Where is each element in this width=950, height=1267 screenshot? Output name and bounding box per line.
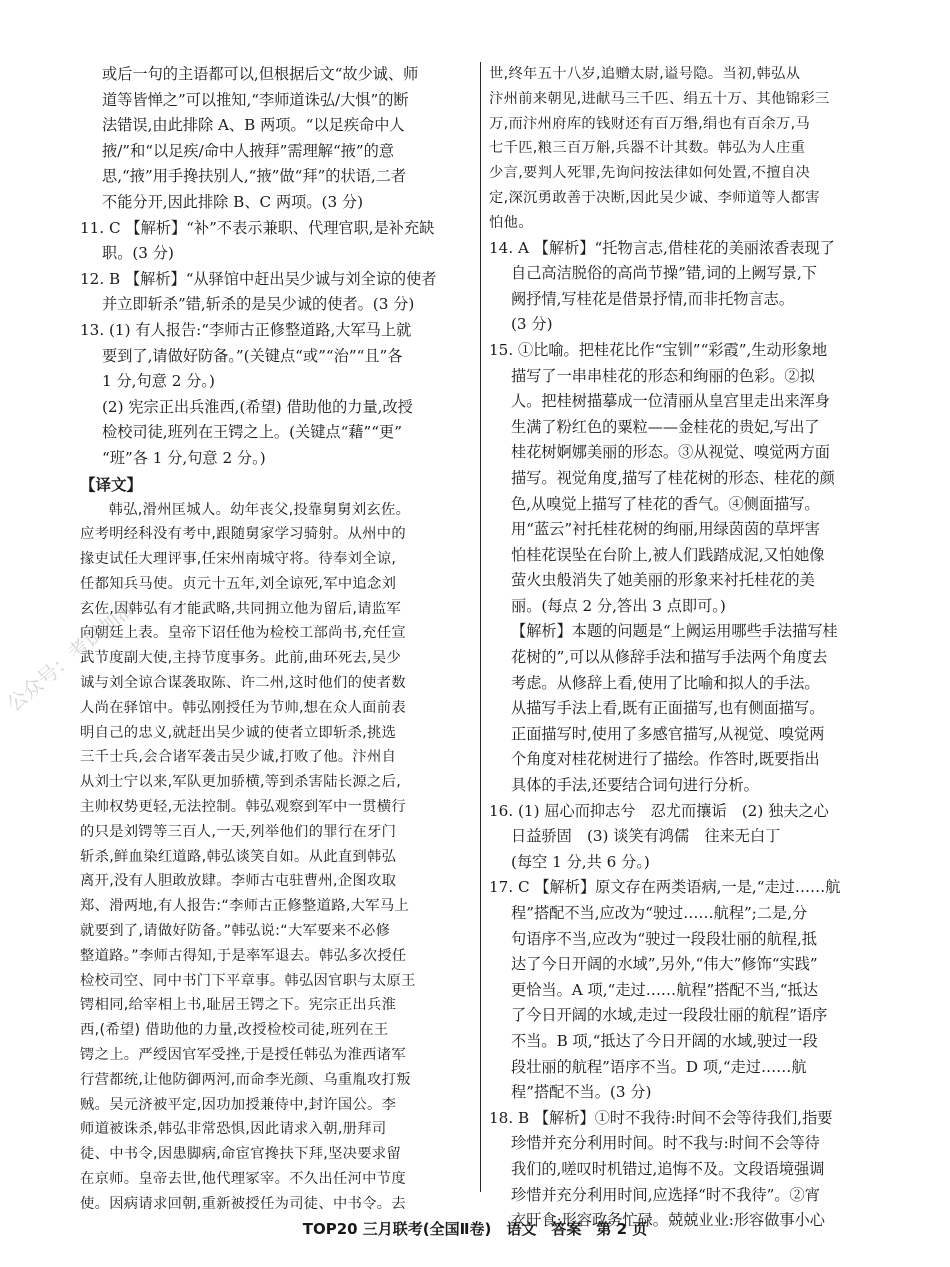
page-footer: TOP20 三月联考(全国Ⅱ卷) 语文 答案 第 2 页 (302, 1220, 648, 1238)
text-line: 法错误,由此排除 A、B 两项。“以足疾命中人 (102, 116, 405, 135)
text-line: 从描写手法上看,既有正面描写,也有侧面描写。 (511, 699, 825, 718)
text-line: 更恰当。A 项,“走过……航程”搭配不当,“抵达 (511, 980, 818, 999)
text-line: 韩弘,滑州匡城人。幼年丧父,投靠舅舅刘玄佐。 (108, 501, 411, 518)
text-line: 11. C 【解析】“补”不表示兼职、代理官职,是补充缺 (80, 218, 435, 237)
watermark: 公众号：考试加油 (1, 595, 140, 717)
text-line: 怕桂花误坠在台阶上,被人们践踏成泥,又怕她像 (511, 545, 825, 564)
text-line: 用“蓝云”衬托桂花树的绚丽,用绿茵茵的草坪害 (511, 520, 820, 539)
text-line: 我们的,嗟叹时机错过,追悔不及。文段语境强调 (511, 1159, 825, 1178)
text-line: 段壮丽的航程”语序不当。D 项,“走过……航 (511, 1057, 807, 1076)
column-divider (480, 62, 481, 1192)
text-line: 世,终年五十八岁,追赠太尉,谥号隐。当初,韩弘从 (489, 66, 801, 82)
text-line: 检校司徒,班列在王锷之上。(关键点“藉”“更” (102, 423, 402, 442)
answer-11 (80, 216, 472, 267)
text-line: 人。把桂树描摹成一位清丽从皇宫里走出来浑身 (511, 392, 830, 411)
text-line: 就要到了,请做好防备。”韩弘说:“大军要来不必修 (80, 923, 391, 940)
text-line: 明自己的忠义,就赶出吴少诚的使者立即斩杀,挑选 (80, 724, 397, 741)
text-line: 定,深沉勇敢善于决断,因此吴少诚、李师道等人都害 (489, 189, 820, 206)
text-line: 行营都统,让他防御两河,而命李光颜、乌重胤攻打叛 (80, 1071, 411, 1088)
text-line: 锷相同,给宰相上书,耻居王锷之下。宪宗正出兵淮 (80, 997, 397, 1014)
text-line: 应考明经科没有考中,跟随舅家学习骑射。从州中的 (80, 526, 406, 543)
text-line: “班”各 1 分,句意 2 分。) (102, 448, 266, 467)
text-line: 丽。(每点 2 分,答出 3 点即可。) (511, 596, 726, 615)
text-line: 西,(希望) 借助他的力量,改授检校司徒,班列在王 (80, 1022, 389, 1039)
text-line: 衣旰食:形容政务忙碌。兢兢业业:形容做事小心 (511, 1211, 825, 1230)
answer-18 (489, 1106, 881, 1234)
text-line: 15. ①比喻。把桂花比作“宝钏”“彩霞”,生动形象地 (489, 340, 828, 359)
translation-heading: 【译文】 (80, 475, 143, 494)
answer-14 (489, 236, 881, 338)
text-line: 从刘士宁以来,军队更加骄横,等到杀害陆长源之后, (80, 774, 402, 791)
text-line: 斩杀,鲜血染红道路,韩弘谈笑自如。从此直到韩弘 (80, 848, 397, 865)
text-line: 职。(3 分) (102, 244, 174, 263)
text-line: 程”搭配不当,应改为“驶过……航程”;二是,分 (511, 904, 808, 923)
text-line: 1 分,句意 2 分。) (102, 372, 215, 391)
text-line: 三千士兵,会合诸军袭击吴少诚,打败了他。汴州自 (80, 749, 397, 766)
text-line: 14. A 【解析】“托物言志,借桂花的美丽浓香表现了 (489, 238, 835, 257)
text-line: 怕他。 (489, 214, 533, 231)
left-column (80, 62, 472, 1217)
text-line: 个角度对桂花树进行了描绘。作答时,既要指出 (511, 750, 820, 769)
text-line: 珍惜并充分利用时间。时不我与:时间不会等待 (511, 1134, 820, 1153)
text-line: 考虑。从修辞上看,使用了比喻和拟人的手法。 (511, 673, 820, 692)
text-line: 师道被诛杀,韩弘非常恐惧,因此请求入朝,册拜司 (80, 1121, 387, 1138)
text-line: 阙抒情,写桂花是借景抒情,而非托物言志。 (511, 289, 795, 308)
text-line: 描写了一串串桂花的形态和绚丽的色彩。②拟 (511, 366, 815, 385)
text-line: 玄佐,因韩弘有才能武略,共同拥立他为留后,请监军 (80, 600, 402, 617)
answer-17 (489, 875, 881, 1105)
text-line: 桂花树婀娜美丽的形态。③从视觉、嗅觉两方面 (511, 443, 830, 462)
text-line: 了今日开阔的水域,走过一段段壮丽的航程”语序 (511, 1006, 828, 1025)
text-line: 掖/”和“以足疾/命中人掖拜”需理解“掖”的意 (102, 141, 395, 160)
text-line: 【解析】本题的问题是“上阙运用哪些手法描写桂 (511, 622, 838, 641)
text-line: 正面描写时,使用了多感官描写,从视觉、嗅觉两 (511, 724, 825, 743)
text-line: 不当。B 项,“抵达了今日开阔的水域,驶过一段 (511, 1031, 818, 1050)
q10-continuation (80, 62, 472, 216)
text-line: 珍惜并充分利用时间,应选择“时不我待”。②宵 (511, 1185, 820, 1204)
text-line: 郑、滑两地,有人报告:“李师古正修整道路,大军马上 (80, 898, 410, 915)
text-line: 描写。视觉角度,描写了桂花树的形态、桂花的颜 (511, 468, 835, 487)
text-line: 贼。吴元济被平定,因功加授兼侍中,封许国公。李 (80, 1096, 397, 1113)
text-line: 萤火虫般消失了她美丽的形象来衬托桂花的美 (511, 571, 815, 590)
text-line: 句语序不当,应改为“驶过一段段壮丽的航程,抵 (511, 929, 817, 948)
text-line: 13. (1) 有人报告:“李师古正修整道路,大军马上就 (80, 320, 412, 339)
text-line: (2) 宪宗正出兵淮西,(希望) 借助他的力量,改授 (102, 397, 413, 416)
text-line: 任都知兵马使。贞元十五年,刘全谅死,军中追念刘 (80, 575, 397, 592)
text-line: 不能分开,因此排除 B、C 两项。(3 分) (102, 192, 364, 211)
text-line: 具体的手法,还要结合词句进行分析。 (511, 776, 759, 795)
text-line: 七千匹,粮三百万斛,兵器不计其数。韩弘为人庄重 (489, 140, 806, 157)
text-line: 少言,要判人死罪,先询问按法律如何处置,不擅自决 (489, 165, 811, 182)
text-line: 武节度副大使,主持节度事务。此前,曲环死去,吴少 (80, 650, 402, 667)
text-line: 17. C 【解析】原文存在两类语病,一是,“走过……航 (489, 878, 841, 897)
answer-16 (489, 799, 881, 876)
text-line: 日益骄固 (3) 谈笑有鸿儒 往来无白丁 (511, 827, 781, 846)
answer-15 (489, 338, 881, 799)
text-line: (3 分) (511, 315, 553, 334)
text-line: 18. B 【解析】①时不我待:时间不会等待我们,指要 (489, 1108, 833, 1127)
text-line: 道等皆惮之”可以推知,“李师道诛弘/大惧”的断 (102, 90, 409, 109)
text-line: 花树的”,可以从修辞手法和描写手法两个角度去 (511, 648, 828, 667)
text-line: 离开,没有人胆敢放肆。李师古屯驻曹州,企图攻取 (80, 873, 397, 890)
text-line: 向朝廷上表。皇帝下诏任他为检校工部尚书,充任宣 (80, 625, 406, 642)
text-line: 主帅权势更轻,无法控制。韩弘观察到军中一贯横行 (80, 799, 406, 816)
text-line: 12. B 【解析】“从驿馆中赶出吴少诚与刘全谅的使者 (80, 269, 437, 288)
answer-12 (80, 267, 472, 318)
text-line: 在京师。皇帝去世,他代理冢宰。不久出任河中节度 (80, 1171, 406, 1188)
text-line: 或后一句的主语都可以,但根据后文“故少诚、师 (102, 65, 419, 83)
text-line: 程”搭配不当。(3 分) (511, 1083, 652, 1102)
text-line: 掾吏试任大理评事,任宋州南城守将。待奉刘全谅, (80, 551, 397, 568)
text-line: 锷之上。严绶因官军受挫,于是授任韩弘为淮西诸军 (80, 1047, 406, 1064)
text-line: 色,从嗅觉上描写了桂花的香气。④侧面描写。 (511, 494, 820, 513)
translation-continuation (489, 62, 881, 236)
text-line: 万,而汴州府库的钱财还有百万缗,绢也有百余万,马 (489, 115, 811, 132)
text-line: 自己高洁脱俗的高尚节操”错,词的上阙写景,下 (511, 264, 817, 283)
text-line: 整道路。”李师古得知,于是率军退去。韩弘多次授任 (80, 947, 407, 964)
text-line: 要到了,请做好防备。”(关键点“或”“治”“且”各 (102, 346, 403, 365)
translation-body (80, 498, 472, 1217)
text-line: 检校司空、同中书门下平章事。韩弘因官职与太原王 (80, 972, 416, 989)
text-line: 诚与刘全谅合谋袭取陈、许二州,这时他们的使者数 (80, 675, 406, 692)
text-line: 徒、中书令,因患脚病,命宦官搀扶下拜,坚决要求留 (80, 1146, 402, 1163)
text-line: 的只是刘锷等三百人,一天,列举他们的罪行在牙门 (80, 823, 397, 840)
right-column (489, 62, 881, 1234)
text-line: 汴州前来朝见,进献马三千匹、绢五十万、其他锦彩三 (489, 90, 830, 107)
text-line: 达了今日开阔的水域”,另外,“伟大”修饰“实践” (511, 955, 818, 974)
answer-13 (80, 318, 472, 472)
text-line: 16. (1) 屈心而抑志兮 忍尤而攘诟 (2) 独夫之心 (489, 801, 829, 820)
text-line: 思,“掖”用手搀扶别人,“掖”做“拜”的状语,二者 (102, 167, 407, 186)
text-line: 并立即斩杀”错,斩杀的是吴少诚的使者。(3 分) (102, 295, 415, 314)
text-line: 人尚在驿馆中。韩弘刚授任为节帅,想在众人面前表 (80, 699, 406, 716)
text-line: 使。因病请求回朝,重新被授任为司徒、中书令。去 (80, 1195, 406, 1212)
text-line: (每空 1 分,共 6 分。) (511, 852, 650, 871)
text-line: 生满了粉红色的粟粒——金桂花的贵妃,写出了 (511, 417, 820, 436)
